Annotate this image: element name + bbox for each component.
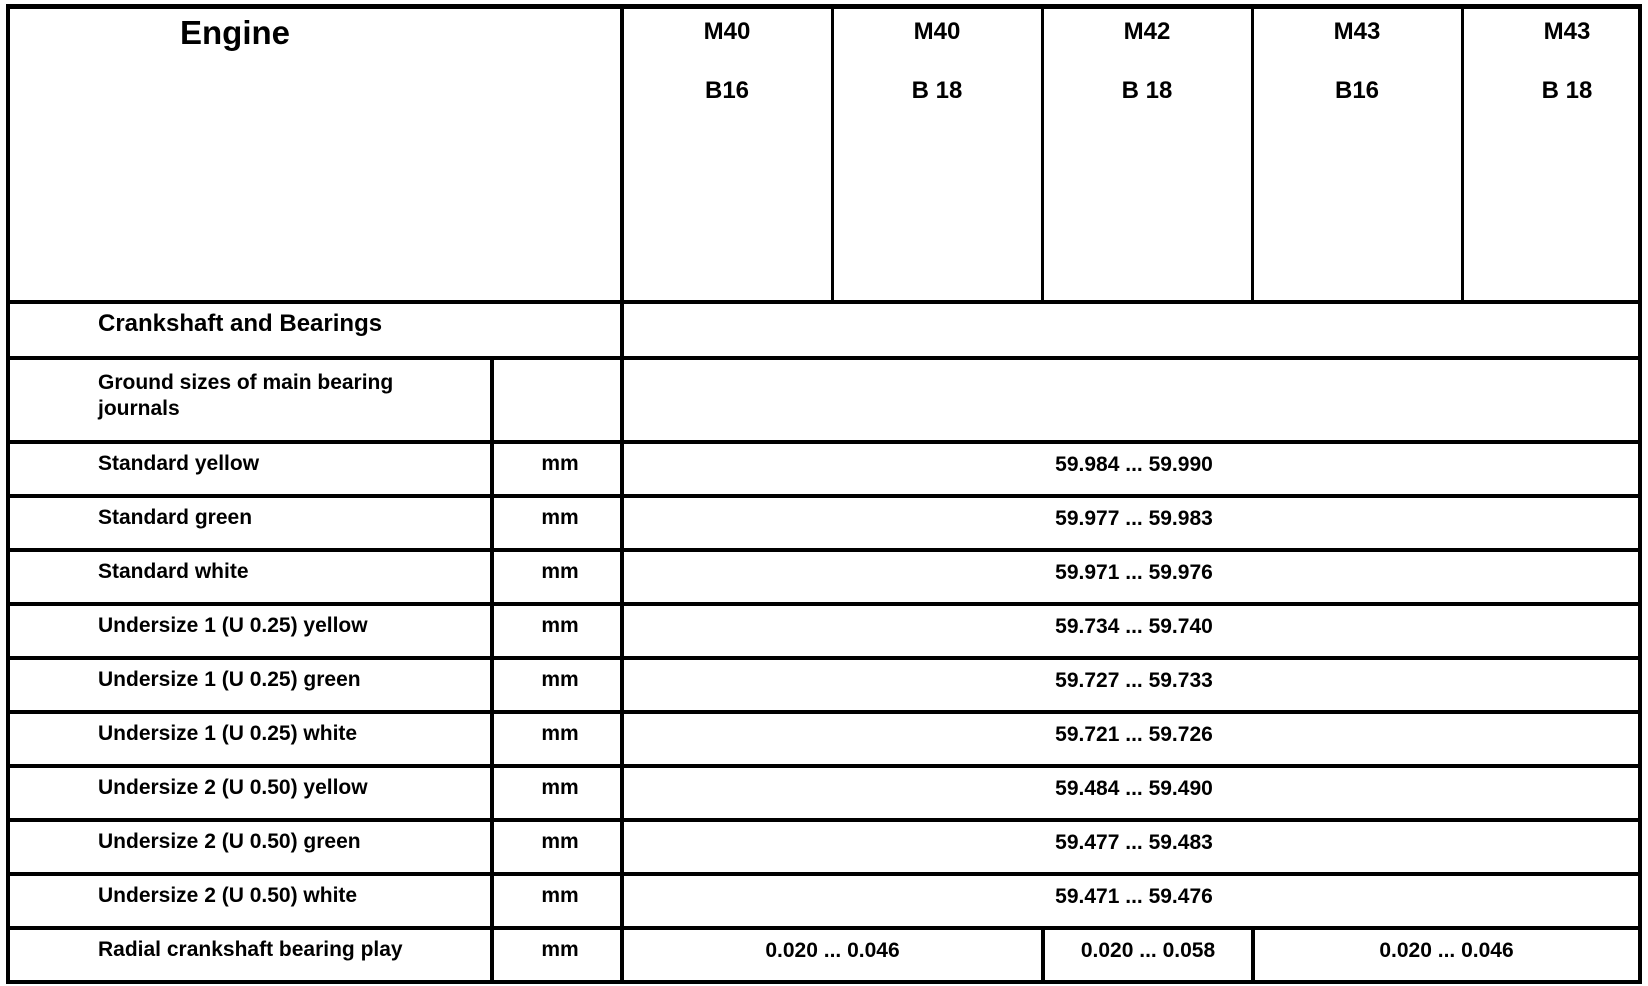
row-value: 59.727 ... 59.733	[1055, 669, 1213, 692]
row-label: Undersize 2 (U 0.50) yellow	[98, 776, 368, 799]
row-rule	[6, 710, 1642, 714]
row-rule	[6, 656, 1642, 660]
label-value-divider	[620, 4, 624, 984]
engine-variant-4: B16	[1334, 77, 1380, 104]
engine-variant-2: B 18	[911, 77, 963, 104]
row-label: Undersize 1 (U 0.25) yellow	[98, 614, 368, 637]
row-unit: mm	[541, 560, 579, 583]
engine-variant-5: B 18	[1541, 77, 1593, 104]
row-label: Undersize 1 (U 0.25) white	[98, 722, 358, 745]
row-rule	[6, 494, 1642, 498]
row-rule	[6, 602, 1642, 606]
table-border-top	[6, 4, 1642, 9]
row-label: Standard white	[98, 560, 249, 583]
row-label: Standard yellow	[98, 452, 260, 475]
row-label: Standard green	[98, 506, 253, 529]
engine-model-3: M42	[1123, 18, 1171, 45]
play-value-m43: 0.020 ... 0.046	[1379, 939, 1514, 962]
row-label: Radial crankshaft bearing play	[98, 938, 403, 961]
engine-column-divider	[1461, 4, 1464, 304]
row-label: Undersize 2 (U 0.50) green	[98, 830, 361, 853]
table-border-left	[6, 4, 10, 984]
engine-variant-3: B 18	[1121, 77, 1173, 104]
row-value: 59.734 ... 59.740	[1055, 615, 1213, 638]
row-value: 59.721 ... 59.726	[1055, 723, 1213, 746]
row-rule	[6, 764, 1642, 768]
row-value: 59.471 ... 59.476	[1055, 885, 1213, 908]
engine-model-5: M43	[1543, 18, 1591, 45]
row-unit: mm	[541, 776, 579, 799]
engine-variant-1: B16	[704, 77, 750, 104]
row-unit: mm	[541, 452, 579, 475]
engine-model-4: M43	[1333, 18, 1381, 45]
row-unit: mm	[541, 614, 579, 637]
row-unit: mm	[541, 830, 579, 853]
engine-title: Engine	[180, 14, 291, 51]
row-label: Undersize 1 (U 0.25) green	[98, 668, 361, 691]
section-subheading: Ground sizes of main bearing journals	[98, 371, 394, 420]
row-value: 59.477 ... 59.483	[1055, 831, 1213, 854]
row-value: 59.984 ... 59.990	[1055, 453, 1213, 476]
engine-model-2: M40	[913, 18, 961, 45]
header-bottom-rule	[6, 300, 1642, 304]
row-unit: mm	[541, 938, 579, 961]
row-unit: mm	[541, 722, 579, 745]
section-bottom-rule	[6, 356, 1642, 360]
engine-column-divider	[831, 4, 834, 304]
engine-column-divider	[1251, 4, 1254, 304]
row-unit: mm	[541, 668, 579, 691]
label-unit-divider	[490, 356, 494, 984]
row-label: Undersize 2 (U 0.50) white	[98, 884, 358, 907]
row-rule	[6, 818, 1642, 822]
row-rule	[6, 872, 1642, 876]
row-unit: mm	[541, 884, 579, 907]
engine-model-1: M40	[703, 18, 751, 45]
row-rule	[6, 926, 1642, 930]
table-border-bottom	[6, 980, 1642, 984]
row-value: 59.484 ... 59.490	[1055, 777, 1213, 800]
play-value-m42: 0.020 ... 0.058	[1080, 939, 1216, 962]
row-rule	[6, 548, 1642, 552]
play-value-m40: 0.020 ... 0.046	[765, 939, 900, 962]
row-rule	[6, 440, 1642, 444]
row-value: 59.977 ... 59.983	[1055, 507, 1213, 530]
row-unit: mm	[541, 506, 579, 529]
section-title: Crankshaft and Bearings	[98, 310, 383, 337]
engine-column-divider	[1041, 4, 1044, 304]
row-value: 59.971 ... 59.976	[1055, 561, 1213, 584]
